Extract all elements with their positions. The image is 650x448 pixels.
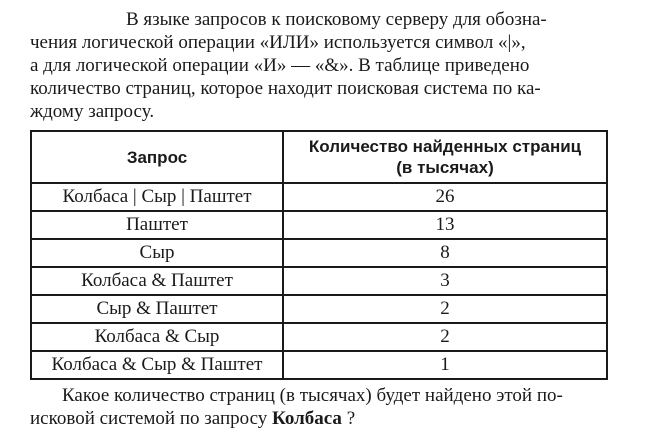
table-row (31, 323, 607, 351)
cell-query: Колбаса | Сыр | Паштет (31, 183, 283, 211)
cell-count: 13 (283, 211, 607, 239)
table-row (31, 183, 607, 211)
table-row (31, 239, 607, 267)
question-suffix: ? (341, 408, 356, 429)
cell-query: Сыр (31, 239, 283, 267)
table-row (31, 267, 607, 295)
table-row (31, 211, 607, 239)
cell-query: Паштет (31, 211, 283, 239)
intro-line: В языке запросов к поисковому серверу для обозна- (126, 9, 547, 30)
query-results-table (30, 130, 608, 380)
question-line: Какое количество страниц (в тысячах) будет найдено этой по- (62, 385, 563, 406)
intro-line: чения логической операции «ИЛИ» используется символ «|», (30, 32, 526, 53)
table-row (31, 295, 607, 323)
header-count-line1: Количество найденных страниц (308, 137, 582, 156)
question-line (30, 407, 610, 430)
cell-query: Колбаса & Сыр & Паштет (31, 351, 283, 379)
table-header-row (31, 131, 607, 183)
cell-count: 2 (283, 323, 607, 351)
intro-line: ждому запросу. (30, 101, 155, 122)
cell-count: 26 (283, 183, 607, 211)
cell-count: 8 (283, 239, 607, 267)
question-keyword: Колбаса (272, 408, 342, 429)
cell-count: 2 (283, 295, 607, 323)
cell-query: Сыр & Паштет (31, 295, 283, 323)
cell-query: Колбаса & Паштет (31, 267, 283, 295)
cell-count: 3 (283, 267, 607, 295)
intro-line: а для логической операции «И» — «&». В таблице приведено (30, 55, 530, 76)
question-prefix: исковой системой по запросу (30, 408, 273, 429)
cell-query: Колбаса & Сыр (31, 323, 283, 351)
header-count-line2: (в тысячах) (396, 158, 494, 177)
cell-count: 1 (283, 351, 607, 379)
intro-line: количество страниц, которое находит поисковая система по ка- (30, 78, 541, 99)
question-text (30, 384, 610, 430)
problem-intro (30, 8, 610, 123)
header-count (283, 131, 607, 183)
table-row (31, 351, 607, 379)
header-query: Запрос (31, 131, 283, 183)
